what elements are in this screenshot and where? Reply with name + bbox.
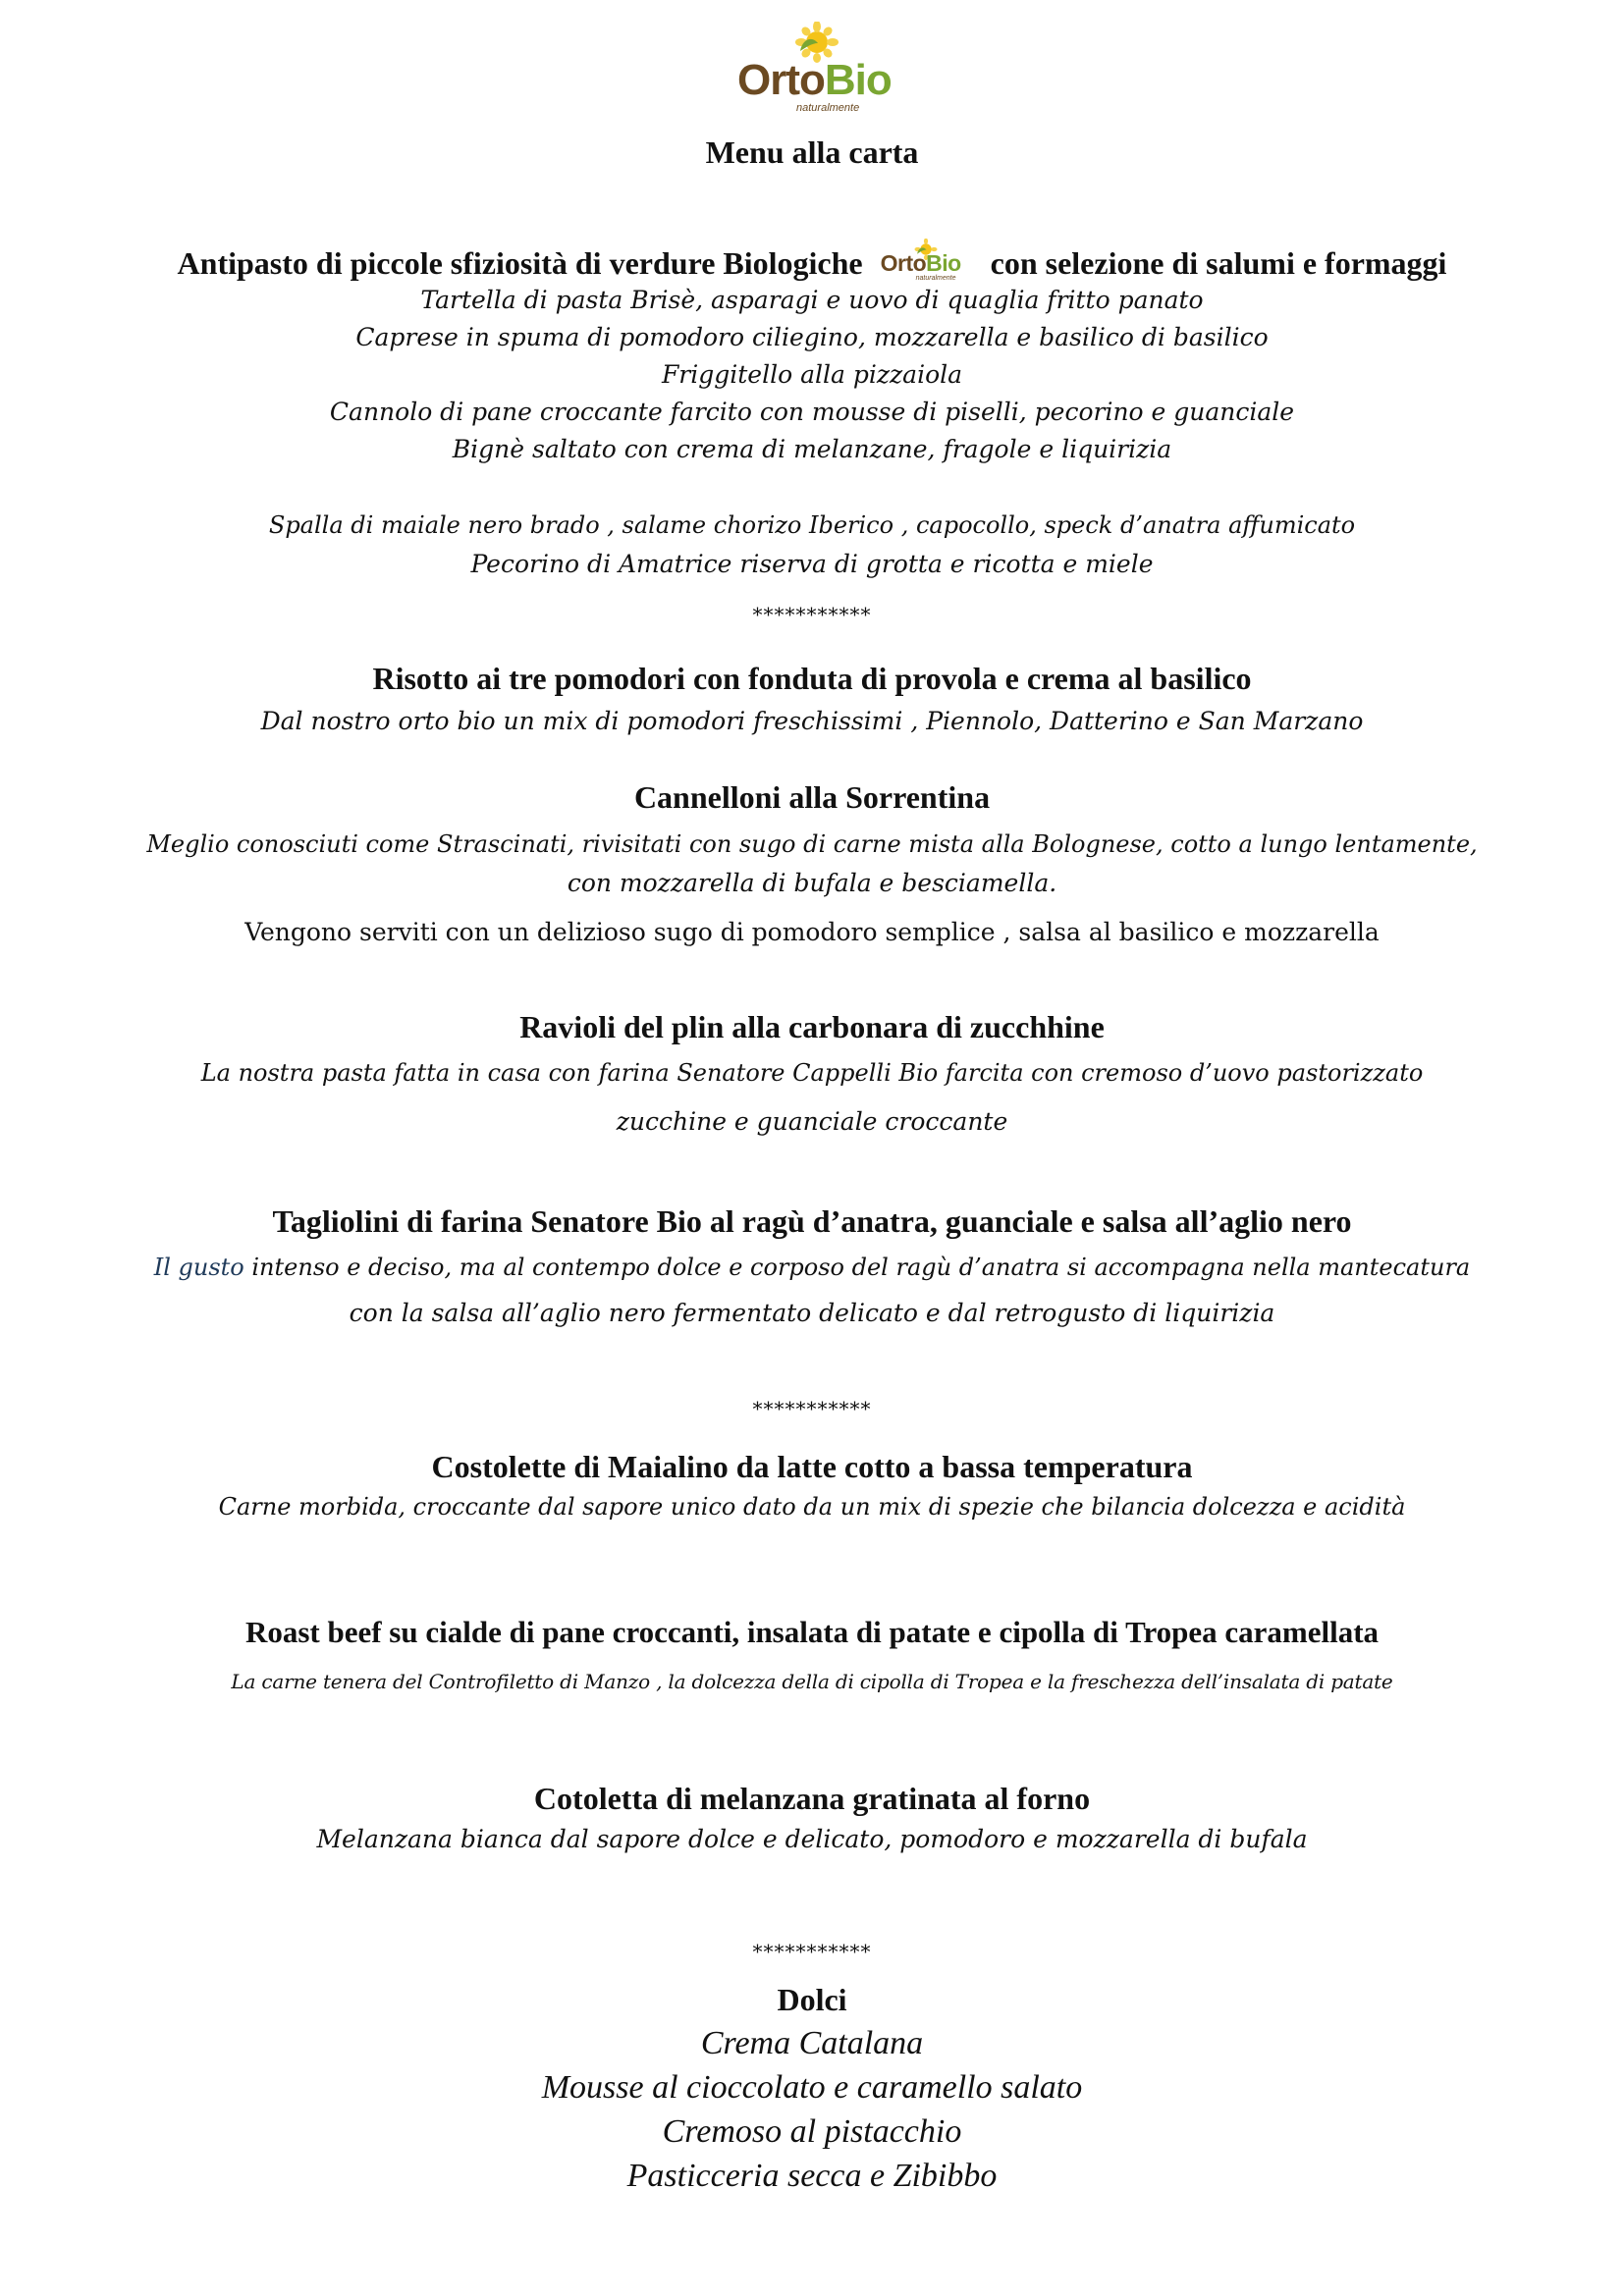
dish-name: Risotto ai tre pomodori con fonduta di provola e crema al basilico xyxy=(372,661,1252,696)
menu-title: Menu alla carta xyxy=(705,134,919,170)
section-separator: *********** xyxy=(752,1397,872,1420)
dish-description: La nostra pasta fatta in casa con farina Senatore Cappelli Bio farcita con cremoso d’uovo pastorizzato xyxy=(200,1059,1424,1087)
dish-description: Vengono serviti con un delizioso sugo di pomodoro semplice , salsa al basilico e mozzarella xyxy=(244,918,1380,946)
antipasto-item: Bignè saltato con crema di melanzane, fragole e liquirizia xyxy=(452,435,1172,463)
dolci-heading: Dolci xyxy=(777,1982,847,2017)
inline-logo-tagline: naturalmente xyxy=(915,275,956,282)
dish-description: Meglio conosciuti come Strascinati, rivisitati con sugo di carne mista alla Bolognese, cotto a lungo lentamente, xyxy=(146,830,1478,858)
ortobio-inline-logo xyxy=(877,239,977,282)
dish-name: Tagliolini di farina Senatore Bio al ragù d’anatra, guanciale e salsa all’aglio nero xyxy=(272,1203,1352,1239)
antipasto-heading-part1: Antipasto di piccole sfiziosità di verdure Biologiche xyxy=(177,245,863,281)
dish-name: Cannelloni alla Sorrentina xyxy=(633,779,991,815)
dolci-item: Pasticceria secca e Zibibbo xyxy=(626,2158,998,2194)
section-separator: *********** xyxy=(752,603,872,626)
logo-tagline: naturalmente xyxy=(796,102,860,114)
section-separator: *********** xyxy=(752,1940,872,1963)
dish-name: Roast beef su cialde di pane croccanti, insalata di patate e cipolla di Tropea caramellata xyxy=(244,1615,1380,1649)
antipasto-item: Tartella di pasta Brisè, asparagi e uovo di quaglia fritto panato xyxy=(420,286,1204,314)
salumi-line: Spalla di maiale nero brado , salame chorizo Iberico , capocollo, speck d’anatra affumicato xyxy=(268,511,1356,539)
formaggi-line: Pecorino di Amatrice riserva di grotta e ricotta e miele xyxy=(470,550,1154,578)
dolci-item: Mousse al cioccolato e caramello salato xyxy=(541,2069,1083,2106)
dish-description: Melanzana bianca dal sapore dolce e delicato, pomodoro e mozzarella di bufala xyxy=(316,1825,1308,1853)
inline-logo-wordmark: OrtoBio xyxy=(880,250,961,276)
antipasto-heading-part2: con selezione di salumi e formaggi xyxy=(990,245,1447,281)
dish-name: Costolette di Maialino da latte cotto a bassa temperatura xyxy=(431,1449,1193,1484)
antipasto-item: Cannolo di pane croccante farcito con mousse di piselli, pecorino e guanciale xyxy=(329,398,1295,426)
dish-name: Ravioli del plin alla carbonara di zucchhine xyxy=(519,1009,1105,1044)
dish-description: La carne tenera del Controfiletto di Manzo , la dolcezza della di cipolla di Tropea e la freschezza dell’insalata di patate xyxy=(231,1670,1393,1693)
dolci-item: Cremoso al pistacchio xyxy=(662,2113,962,2150)
dish-description: con la salsa all’aglio nero fermentato delicato e dal retrogusto di liquirizia xyxy=(349,1299,1275,1327)
dolci-item: Crema Catalana xyxy=(700,2025,924,2061)
dish-description: Dal nostro orto bio un mix di pomodori freschissimi , Piennolo, Datterino e San Marzano xyxy=(260,707,1364,735)
antipasto-heading xyxy=(0,239,1624,282)
dish-description: Carne morbida, croccante dal sapore unico dato da un mix di spezie che bilancia dolcezza e acidità xyxy=(218,1493,1406,1521)
desc-lead-word: Il gusto xyxy=(153,1254,244,1281)
ortobio-logo xyxy=(731,22,898,112)
antipasto-item: Friggitello alla pizzaiola xyxy=(661,360,963,389)
antipasto-item: Caprese in spuma di pomodoro ciliegino, mozzarella e basilico di basilico xyxy=(355,323,1269,351)
dish-description: Il gusto intenso e deciso, ma al contempo dolce e corposo del ragù d’anatra si accompagna nella mantecatura xyxy=(153,1254,1471,1281)
dish-name: Cotoletta di melanzana gratinata al forno xyxy=(533,1781,1091,1816)
dish-description: zucchine e guanciale croccante xyxy=(616,1107,1008,1136)
logo-wordmark: OrtoBio xyxy=(737,56,892,104)
dish-description: con mozzarella di bufala e besciamella. xyxy=(567,869,1057,897)
